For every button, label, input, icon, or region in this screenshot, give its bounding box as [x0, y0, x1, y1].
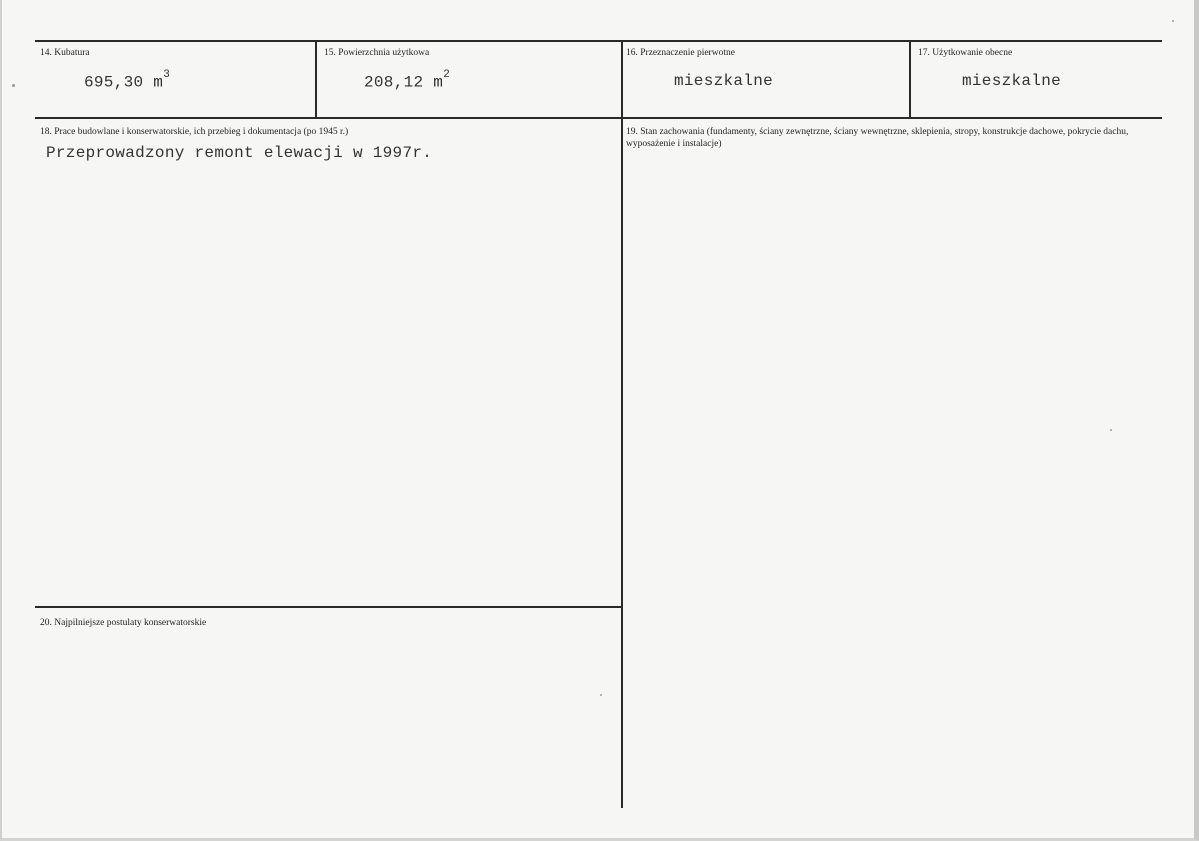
divider-14-15: [315, 40, 317, 119]
label-prace-budowlane: 18. Prace budowlane i konserwatorskie, ich przebieg i dokumentacja (po 1945 r.): [40, 127, 349, 137]
value-kubatura: [84, 69, 171, 92]
label-uzytkowanie-obecne: 17. Użytkowanie obecne: [918, 48, 1013, 58]
value-kubatura-number: 695,30 m: [84, 73, 164, 92]
value-prace-budowlane: Przeprowadzony remont elewacji w 1997r.: [46, 144, 433, 162]
value-powierzchnia-uzytkowa: [364, 69, 451, 92]
paper-speck: [12, 84, 15, 87]
rule-18-20: [35, 606, 623, 608]
label-powierzchnia-uzytkowa: 15. Powierzchnia użytkowa: [324, 48, 430, 58]
paper-speck: [1110, 429, 1112, 431]
label-kubatura: 14. Kubatura: [40, 48, 90, 58]
value-przeznaczenie-pierwotne: mieszkalne: [674, 72, 774, 90]
label-przeznaczenie-pierwotne: 16. Przeznaczenie pierwotne: [626, 48, 735, 58]
paper-speck: [600, 694, 602, 696]
label-stan-zachowania: 19. Stan zachowania (fundamenty, ściany zewnętrzne, ściany wewnętrzne, sklepienia, stropy, konstrukcje dachowe, pokrycie dachu, wyposażenie i instalacje): [626, 127, 1129, 149]
row1-bottom-rule: [35, 117, 1162, 119]
label-postulaty-konserwatorskie: 20. Najpilniejsze postulaty konserwatorskie: [40, 618, 207, 628]
divider-16-17: [909, 40, 911, 119]
divider-15-16: [621, 40, 623, 808]
paper-speck: [1172, 20, 1174, 22]
top-rule: [35, 40, 1162, 42]
value-powierzchnia-number: 208,12 m: [364, 73, 444, 92]
value-uzytkowanie-obecne: mieszkalne: [962, 72, 1062, 90]
value-powierzchnia-exponent: 2: [443, 69, 451, 81]
value-kubatura-exponent: 3: [163, 69, 171, 81]
